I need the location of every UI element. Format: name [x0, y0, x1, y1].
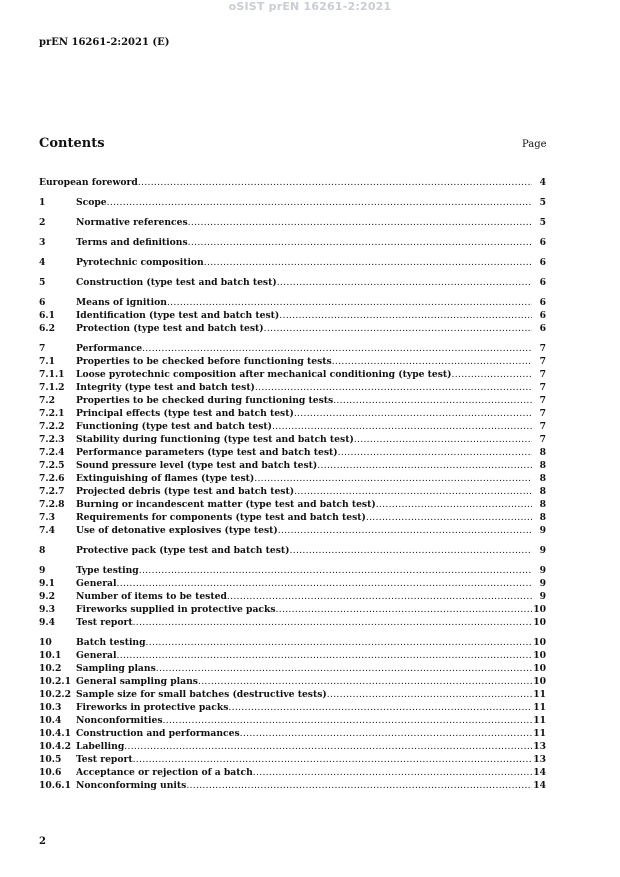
toc-entry-text: Protection (type test and batch test)	[76, 323, 264, 334]
toc-entry-page: 9	[539, 578, 546, 589]
toc-entry-number: 10.3	[39, 702, 62, 713]
toc-entry-page: 8	[539, 460, 546, 471]
toc-entry-number: 6	[39, 297, 46, 308]
toc-entry-title	[76, 459, 532, 472]
toc-entry-text: Type testing	[76, 565, 139, 576]
toc-entry-number: 7.1.1	[39, 369, 65, 380]
toc-entry-number: 7.2.7	[39, 486, 65, 497]
toc-entry-text: Batch testing	[76, 637, 146, 648]
toc-entry-title	[76, 779, 532, 792]
page-column-label: Page	[522, 139, 547, 150]
toc-entry-page: 5	[539, 197, 546, 208]
toc-entry-title	[76, 511, 532, 524]
toc-entry-title	[76, 355, 532, 368]
toc-entry-number: 8	[39, 545, 46, 556]
toc-entry[interactable]	[39, 276, 546, 289]
toc-entry-title	[76, 714, 532, 727]
toc-entry-text: Extinguishing of flames (type test)	[76, 473, 255, 484]
toc-entry-page: 7	[539, 421, 546, 432]
toc-entry-page: 14	[533, 780, 546, 791]
toc-entry-text: Principal effects (type test and batch test)	[76, 408, 294, 419]
toc-entry-page: 10	[533, 604, 546, 615]
toc-entry-title	[76, 675, 532, 688]
toc-entry-text: European foreword	[39, 177, 138, 188]
toc-entry-text: Labelling	[76, 741, 125, 752]
toc-entry-number: 1	[39, 197, 46, 208]
toc-entry[interactable]	[39, 675, 546, 688]
toc-entry-number: 10.6.1	[39, 780, 71, 791]
toc-entry[interactable]	[39, 256, 546, 269]
toc-entry-text: Performance	[76, 343, 143, 354]
toc-entry-number: 7	[39, 343, 46, 354]
toc-entry-text: Sound pressure level (type test and batch test)	[76, 460, 318, 471]
toc-entry-number: 10.2.2	[39, 689, 71, 700]
toc-entry-title	[76, 662, 532, 675]
toc-entry-text: Performance parameters (type test and batch test)	[76, 447, 338, 458]
toc-entry-page: 6	[539, 277, 546, 288]
toc-entry-page: 7	[539, 382, 546, 393]
toc-entry[interactable]	[39, 420, 546, 433]
toc-entry-number: 5	[39, 277, 46, 288]
toc-entry-text: Terms and definitions	[76, 237, 188, 248]
toc-entry-number: 7.4	[39, 525, 55, 536]
toc-entry[interactable]	[39, 394, 546, 407]
toc-entry-number: 4	[39, 257, 46, 268]
toc-entry-number: 3	[39, 237, 46, 248]
toc-entry-text: Nonconformities	[76, 715, 163, 726]
toc-entry-text: Means of ignition	[76, 297, 167, 308]
toc-entry[interactable]	[39, 636, 546, 649]
toc-entry-title	[76, 342, 532, 355]
toc-entry-number: 7.2.8	[39, 499, 65, 510]
page-title: Contents	[39, 136, 105, 151]
toc-entry-text: Fireworks in protective packs	[76, 702, 229, 713]
toc-entry-title	[76, 616, 532, 629]
toc-entry-number: 6.2	[39, 323, 55, 334]
toc-entry[interactable]	[39, 296, 546, 309]
toc-entry-title	[76, 446, 532, 459]
toc-entry-text: Protective pack (type test and batch test)	[76, 545, 290, 556]
toc-entry-title	[76, 727, 532, 740]
toc-entry-page: 5	[539, 217, 546, 228]
toc-entry-number: 9.3	[39, 604, 55, 615]
toc-entry[interactable]	[39, 662, 546, 675]
toc-entry-title	[76, 485, 532, 498]
toc-entry[interactable]	[39, 368, 546, 381]
toc-entry[interactable]	[39, 381, 546, 394]
toc-entry-page: 14	[533, 767, 546, 778]
toc-entry-title	[76, 524, 532, 537]
toc-entry[interactable]	[39, 753, 546, 766]
toc-entry-page: 8	[539, 499, 546, 510]
toc-entry-number: 7.2.6	[39, 473, 65, 484]
toc-entry[interactable]	[39, 603, 546, 616]
toc-entry-text: Identification (type test and batch test)	[76, 310, 280, 321]
toc-entry-text: Use of detonative explosives (type test)	[76, 525, 278, 536]
toc-entry[interactable]	[39, 342, 546, 355]
toc-entry-number: 9.4	[39, 617, 55, 628]
toc-entry-text: Scope	[76, 197, 107, 208]
toc-entry-title	[76, 753, 532, 766]
toc-entry[interactable]	[39, 577, 546, 590]
toc-entry[interactable]	[39, 407, 546, 420]
toc-entry-page: 7	[539, 356, 546, 367]
toc-entry-text: Burning or incandescent matter (type test and batch test)	[76, 499, 376, 510]
toc-entry-page: 8	[539, 447, 546, 458]
toc-entry-text: Projected debris (type test and batch test)	[76, 486, 295, 497]
toc-entry-number: 10.1	[39, 650, 62, 661]
toc-entry-number: 7.2	[39, 395, 55, 406]
toc-entry[interactable]	[39, 649, 546, 662]
toc-entry[interactable]	[39, 524, 546, 537]
watermark: oSIST prEN 16261-2:2021	[228, 0, 392, 13]
document-id: prEN 16261-2:2021 (E)	[39, 37, 170, 48]
toc-entry-title	[76, 394, 532, 407]
toc-entry[interactable]	[39, 309, 546, 322]
toc-entry-page: 11	[533, 715, 546, 726]
toc-entry-title	[76, 322, 532, 335]
toc-entry-number: 7.1	[39, 356, 55, 367]
toc-entry-number: 7.2.1	[39, 408, 65, 419]
toc-entry-number: 9.2	[39, 591, 55, 602]
toc-entry-page: 13	[533, 741, 546, 752]
toc-entry[interactable]	[39, 688, 546, 701]
toc-entry-page: 7	[539, 395, 546, 406]
toc-entry-page: 6	[539, 310, 546, 321]
toc-entry-page: 8	[539, 473, 546, 484]
toc-entry-number: 7.3	[39, 512, 55, 523]
toc-entry-number: 10.4.2	[39, 741, 71, 752]
toc-entry-page: 7	[539, 369, 546, 380]
toc-entry-number: 7.2.4	[39, 447, 65, 458]
toc-entry-page: 10	[533, 650, 546, 661]
toc-entry-title	[76, 196, 532, 209]
toc-entry-page: 6	[539, 257, 546, 268]
toc-entry-number: 10.5	[39, 754, 62, 765]
toc-entry-number: 10.6	[39, 767, 62, 778]
toc-entry-text: Test report	[76, 754, 133, 765]
toc-entry-text: Sample size for small batches (destructive tests)	[76, 689, 327, 700]
toc-entry-page: 8	[539, 512, 546, 523]
toc-entry-page: 10	[533, 663, 546, 674]
toc-entry-title	[76, 590, 532, 603]
toc-entry-title	[76, 276, 532, 289]
toc-entry-title	[76, 420, 532, 433]
toc-entry-text: Normative references	[76, 217, 188, 228]
toc-entry-text: General sampling plans	[76, 676, 198, 687]
toc-entry-page: 9	[539, 525, 546, 536]
toc-entry-page: 7	[539, 343, 546, 354]
toc-entry-text: Number of items to be tested	[76, 591, 227, 602]
toc-entry[interactable]	[39, 433, 546, 446]
toc-entry[interactable]	[39, 355, 546, 368]
toc-entry[interactable]	[39, 472, 546, 485]
toc-entry-page: 4	[539, 177, 546, 188]
toc-entry-title	[76, 256, 532, 269]
toc-entry-title	[76, 498, 532, 511]
toc-entry[interactable]	[39, 322, 546, 335]
toc-entry-text: Construction (type test and batch test)	[76, 277, 277, 288]
toc-entry[interactable]	[39, 485, 546, 498]
page-number: 2	[39, 836, 46, 847]
toc-entry-text: Functioning (type test and batch test)	[76, 421, 272, 432]
toc-entry-page: 11	[533, 728, 546, 739]
toc-entry-number: 7.1.2	[39, 382, 65, 393]
toc-entry-page: 9	[539, 591, 546, 602]
toc-entry-title	[76, 649, 532, 662]
toc-entry[interactable]	[39, 740, 546, 753]
toc-entry-title	[76, 472, 532, 485]
toc-entry-text: Properties to be checked before functioning tests	[76, 356, 332, 367]
toc-entry-page: 13	[533, 754, 546, 765]
toc-entry-text: Fireworks supplied in protective packs	[76, 604, 276, 615]
toc-entry-title	[76, 577, 532, 590]
toc-entry[interactable]	[39, 498, 546, 511]
toc-entry-title	[76, 296, 532, 309]
toc-entry-number: 7.2.2	[39, 421, 65, 432]
toc-entry-number: 10	[39, 637, 52, 648]
toc-entry-number: 7.2.3	[39, 434, 65, 445]
toc-entry-text: Test report	[76, 617, 133, 628]
toc-entry-text: General	[76, 578, 117, 589]
toc-entry[interactable]	[39, 196, 546, 209]
toc-entry-number: 9	[39, 565, 46, 576]
toc-entry-page: 9	[539, 565, 546, 576]
toc-entry-title	[76, 407, 532, 420]
toc-entry-page: 11	[533, 689, 546, 700]
toc-entry[interactable]	[39, 727, 546, 740]
toc-entry-number: 6.1	[39, 310, 55, 321]
toc-entry-title	[76, 236, 532, 249]
toc-entry-number: 10.4	[39, 715, 62, 726]
toc-entry-page: 6	[539, 237, 546, 248]
toc-entry-text: Integrity (type test and batch test)	[76, 382, 255, 393]
toc-entry[interactable]	[39, 459, 546, 472]
toc-entry-page: 6	[539, 323, 546, 334]
toc-entry-text: Loose pyrotechnic composition after mechanical conditioning (type test)	[76, 369, 452, 380]
toc-entry-title	[76, 636, 532, 649]
toc-entry-text: Stability during functioning (type test and batch test)	[76, 434, 354, 445]
toc-entry-number: 10.4.1	[39, 728, 71, 739]
toc-entry[interactable]	[39, 701, 546, 714]
toc-entry-page: 10	[533, 676, 546, 687]
toc-entry[interactable]	[39, 446, 546, 459]
toc-entry-title	[76, 216, 532, 229]
toc-entry-text: Pyrotechnic composition	[76, 257, 204, 268]
table-of-contents	[39, 176, 546, 792]
toc-entry-text: General	[76, 650, 117, 661]
toc-entry-page: 9	[539, 545, 546, 556]
toc-entry[interactable]	[39, 511, 546, 524]
toc-entry[interactable]	[39, 714, 546, 727]
toc-entry-title	[76, 309, 532, 322]
toc-entry-page: 7	[539, 434, 546, 445]
toc-entry[interactable]	[39, 616, 546, 629]
toc-entry-title	[76, 381, 532, 394]
toc-entry-page: 11	[533, 702, 546, 713]
toc-entry-page: 7	[539, 408, 546, 419]
toc-entry-title	[76, 603, 532, 616]
toc-entry-number: 10.2.1	[39, 676, 71, 687]
toc-entry-page: 10	[533, 617, 546, 628]
toc-entry[interactable]	[39, 176, 546, 189]
toc-entry[interactable]	[39, 236, 546, 249]
toc-entry-number: 7.2.5	[39, 460, 65, 471]
toc-entry-title	[76, 368, 532, 381]
toc-entry-title	[76, 544, 532, 557]
toc-entry-text: Requirements for components (type test and batch test)	[76, 512, 366, 523]
toc-entry[interactable]	[39, 766, 546, 779]
toc-entry-text: Sampling plans	[76, 663, 156, 674]
toc-entry-title	[76, 740, 532, 753]
toc-entry[interactable]	[39, 216, 546, 229]
toc-entry[interactable]	[39, 779, 546, 792]
toc-entry[interactable]	[39, 590, 546, 603]
toc-entry-number: 10.2	[39, 663, 62, 674]
toc-entry-text: Acceptance or rejection of a batch	[76, 767, 253, 778]
toc-entry-page: 10	[533, 637, 546, 648]
toc-entry[interactable]	[39, 544, 546, 557]
toc-entry-title	[76, 564, 532, 577]
toc-entry-text: Construction and performances	[76, 728, 240, 739]
toc-entry-number: 2	[39, 217, 46, 228]
toc-entry-page: 6	[539, 297, 546, 308]
toc-entry-number: 9.1	[39, 578, 55, 589]
toc-entry[interactable]	[39, 564, 546, 577]
toc-entry-title	[76, 433, 532, 446]
toc-entry-text: Properties to be checked during functioning tests	[76, 395, 334, 406]
toc-entry-title	[76, 766, 532, 779]
toc-entry-title	[76, 688, 532, 701]
toc-entry-page: 8	[539, 486, 546, 497]
toc-entry-title	[76, 701, 532, 714]
toc-entry-title	[39, 176, 532, 189]
toc-entry-text: Nonconforming units	[76, 780, 187, 791]
